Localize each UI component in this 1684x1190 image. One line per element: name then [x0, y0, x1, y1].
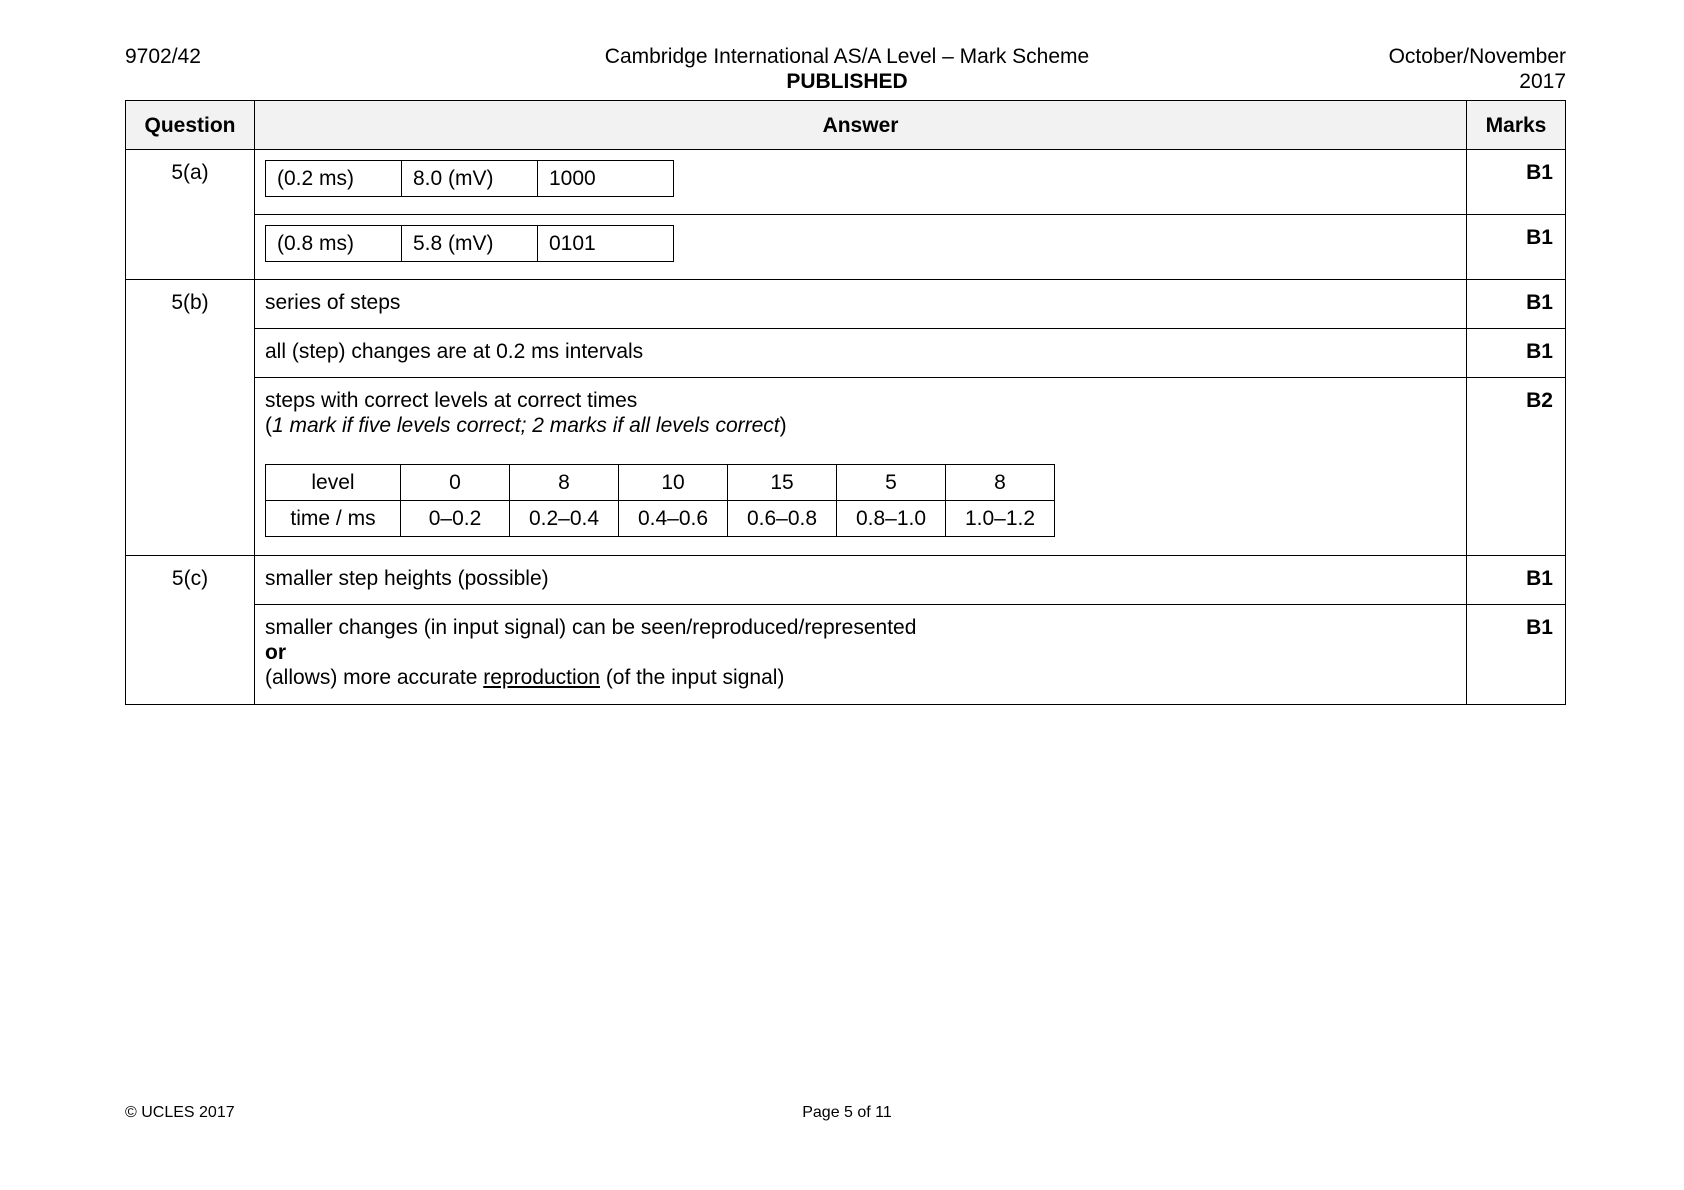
answer-text-alternative: (allows) more accurate reproduction (of the input signal)	[265, 666, 785, 689]
binary-value: 0101	[538, 226, 674, 262]
answer-value-row	[266, 161, 674, 197]
answer-text: series of steps	[255, 280, 1467, 329]
table-row	[126, 215, 1566, 280]
mark-value: B1	[1467, 329, 1566, 378]
time-label: time / ms	[266, 501, 401, 537]
marking-note: (1 mark if five levels correct; 2 marks if all levels correct)	[265, 414, 787, 437]
levels-table	[265, 464, 1055, 537]
question-number: 5(c)	[126, 556, 255, 705]
level-value: 8	[946, 465, 1055, 501]
marks-column-header: Marks	[1467, 101, 1566, 150]
session-year: 2017	[1519, 70, 1566, 93]
level-label: level	[266, 465, 401, 501]
table-row	[126, 329, 1566, 378]
answer-value-table	[265, 225, 674, 262]
times-row	[266, 501, 1055, 537]
time-range: 0.6–0.8	[728, 501, 837, 537]
question-number: 5(b)	[126, 280, 255, 556]
answer-cell	[255, 150, 1467, 215]
mark-value: B1	[1467, 556, 1566, 605]
voltage-value: 8.0 (mV)	[402, 161, 538, 197]
mark-value: B1	[1467, 150, 1566, 215]
page-number: Page 5 of 11	[802, 1104, 892, 1121]
underlined-keyword: reproduction	[483, 666, 600, 689]
time-range: 1.0–1.2	[946, 501, 1055, 537]
or-separator: or	[265, 641, 286, 664]
answer-column-header: Answer	[255, 101, 1467, 150]
level-value: 0	[401, 465, 510, 501]
answer-cell	[255, 215, 1467, 280]
answer-text: all (step) changes are at 0.2 ms intervals	[255, 329, 1467, 378]
time-range: 0.8–1.0	[837, 501, 946, 537]
time-range: 0.4–0.6	[619, 501, 728, 537]
level-value: 15	[728, 465, 837, 501]
table-row	[126, 556, 1566, 605]
level-value: 8	[510, 465, 619, 501]
answer-cell	[255, 605, 1467, 705]
binary-value: 1000	[538, 161, 674, 197]
published-label: PUBLISHED	[786, 70, 908, 93]
document-code: 9702/42	[125, 45, 201, 68]
table-row	[126, 378, 1566, 556]
table-row	[126, 605, 1566, 705]
copyright-notice: © UCLES 2017	[125, 1104, 235, 1121]
mark-value: B1	[1467, 215, 1566, 280]
document-title: Cambridge International AS/A Level – Mark Scheme	[604, 45, 1090, 68]
answer-text: steps with correct levels at correct times	[265, 389, 638, 412]
time-value: (0.8 ms)	[266, 226, 402, 262]
level-value: 5	[837, 465, 946, 501]
time-range: 0.2–0.4	[510, 501, 619, 537]
mark-value: B2	[1467, 378, 1566, 556]
levels-row	[266, 465, 1055, 501]
table-row	[126, 280, 1566, 329]
level-value: 10	[619, 465, 728, 501]
voltage-value: 5.8 (mV)	[402, 226, 538, 262]
marking-note-text: 1 mark if five levels correct; 2 marks if all levels correct	[272, 414, 780, 437]
time-range: 0–0.2	[401, 501, 510, 537]
answer-text: smaller step heights (possible)	[255, 556, 1467, 605]
session-month: October/November	[1388, 45, 1566, 68]
mark-value: B1	[1467, 605, 1566, 705]
mark-value: B1	[1467, 280, 1566, 329]
exam-session	[1389, 44, 1566, 94]
table-header-row	[126, 101, 1566, 150]
question-column-header: Question	[126, 101, 255, 150]
question-number: 5(a)	[126, 150, 255, 280]
answer-value-row	[266, 226, 674, 262]
answer-value-table	[265, 160, 674, 197]
time-value: (0.2 ms)	[266, 161, 402, 197]
answer-text: smaller changes (in input signal) can be seen/reproduced/represented	[265, 616, 917, 639]
answer-cell	[255, 378, 1467, 556]
table-row	[126, 150, 1566, 215]
mark-scheme-table	[125, 100, 1566, 705]
